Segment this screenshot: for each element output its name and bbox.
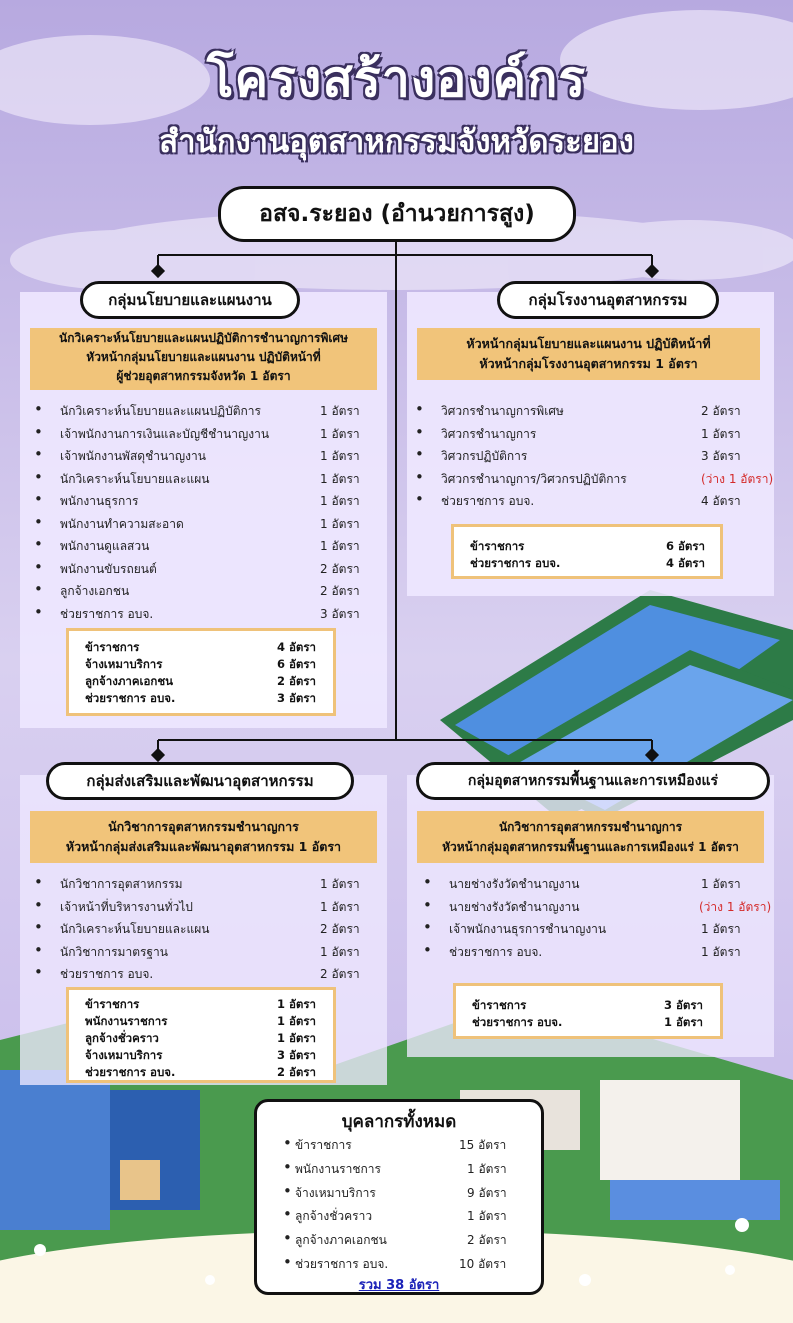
list-item [34, 402, 374, 425]
summary-row [85, 690, 333, 707]
summary-count: 1 อัตรา [277, 1014, 317, 1028]
position-count-vacant: (ว่าง 1 อัตรา) [699, 899, 772, 914]
header-line: นักวิเคราะห์นโยบายและแผนปฏิบัติการชำนาญการพิเศษ [58, 331, 348, 345]
list-item [415, 447, 770, 470]
summary-row [85, 1013, 333, 1030]
position-name: • พนักงานดูแลสวน [60, 539, 150, 553]
list-item [415, 470, 774, 493]
list-item [34, 898, 374, 921]
list-item [283, 1207, 533, 1231]
header-line: นักวิชาการอุตสาหกรรมชำนาญการ [108, 819, 299, 834]
position-count: 4 อัตรา [701, 494, 741, 508]
list-item [34, 537, 374, 560]
group-title-factory: กลุ่มโรงงานอุตสาหกรรม [497, 281, 719, 319]
position-name: • นักวิเคราะห์นโยบายและแผน [60, 471, 210, 486]
summary-count: 4 อัตรา [666, 556, 706, 570]
staff-type: • ลูกจ้างชั่วคราว [295, 1209, 373, 1224]
summary-label: ข้าราชการ [85, 640, 140, 654]
position-name: • วิศวกรชำนาญการ/วิศวกรปฏิบัติการ [441, 471, 627, 486]
staff-count: 1 อัตรา [467, 1161, 507, 1176]
position-count: 3 อัตรา [320, 606, 360, 621]
summary-count: 2 อัตรา [277, 674, 317, 688]
position-name: • พนักงานขับรถยนต์ [60, 561, 157, 576]
position-name: • ลูกจ้างเอกชน [60, 584, 130, 598]
list-item [34, 920, 374, 943]
position-count: 1 อัตรา [701, 877, 741, 891]
position-count: 1 อัตรา [320, 404, 360, 418]
list-item [34, 560, 374, 583]
list-item [34, 605, 374, 628]
summary-label: ช่วยราชการ อบจ. [470, 556, 561, 570]
summary-row [470, 538, 720, 555]
list-item [423, 875, 768, 898]
staff-count: 2 อัตรา [467, 1233, 507, 1248]
summary-label: ข้าราชการ [472, 998, 527, 1012]
position-name: • วิศวกรชำนาญการพิเศษ [441, 404, 564, 418]
summary-count: 2 อัตรา [277, 1065, 317, 1079]
position-name: • นักวิชาการอุตสาหกรรม [60, 877, 183, 891]
summary-label: พนักงานราชการ [85, 1014, 168, 1028]
list-item [283, 1160, 533, 1184]
summary-row [472, 1014, 720, 1031]
list-item [34, 515, 374, 538]
list-item [283, 1136, 533, 1160]
group-header-promotion [30, 811, 377, 863]
summary-label: ช่วยราชการ อบจ. [85, 691, 176, 705]
summary-row [85, 673, 333, 690]
list-item [34, 492, 374, 515]
position-name: • นายช่างรังวัดชำนาญงาน [449, 899, 580, 914]
position-count: 1 อัตรา [320, 471, 360, 486]
staff-type: • ลูกจ้างภาคเอกชน [295, 1233, 387, 1248]
summary-label: จ้างเหมาบริการ [85, 1048, 163, 1062]
position-count: 1 อัตรา [320, 539, 360, 553]
summary-count: 6 อัตรา [666, 539, 706, 553]
position-name: • นักวิชาการมาตรฐาน [60, 944, 168, 959]
total-list [283, 1136, 533, 1279]
group-title-promotion: กลุ่มส่งเสริมและพัฒนาอุตสาหกรรม [46, 762, 354, 800]
summary-count: 1 อัตรา [277, 997, 317, 1011]
group-panel-policy [20, 292, 387, 728]
list-item [34, 425, 374, 448]
position-name: • พนักงานทำความสะอาด [60, 516, 184, 531]
position-count: 1 อัตรา [701, 922, 741, 936]
group-header-mining [417, 811, 764, 863]
position-count: 1 อัตรา [320, 899, 360, 914]
group-panel-factory [407, 292, 774, 596]
position-name: • ช่วยราชการ อบจ. [60, 967, 154, 981]
list-item [34, 582, 374, 605]
list-item [34, 943, 374, 966]
group-title-policy: กลุ่มนโยบายและแผนงาน [80, 281, 300, 319]
staff-type: • ข้าราชการ [295, 1138, 352, 1152]
position-name: • เจ้าพนักงานการเงินและบัญชีชำนาญงาน [60, 426, 270, 441]
staff-type: • จ้างเหมาบริการ [295, 1185, 376, 1200]
position-name: • ช่วยราชการ อบจ. [449, 944, 543, 959]
header-line: หัวหน้ากลุ่มนโยบายและแผนงาน ปฏิบัติหน้าที่ [466, 336, 711, 351]
header-line: หัวหน้ากลุ่มส่งเสริมและพัฒนาอุตสาหกรรม 1 อัตรา [65, 839, 342, 854]
position-count: 1 อัตรา [701, 944, 741, 959]
summary-label: ช่วยราชการ อบจ. [85, 1065, 176, 1079]
position-count: 3 อัตรา [701, 449, 741, 463]
position-name: • เจ้าหน้าที่บริหารงานทั่วไป [60, 899, 193, 914]
position-count: 1 อัตรา [320, 877, 360, 891]
group-title-mining: กลุ่มอุตสาหกรรมพื้นฐานและการเหมืองแร่ [416, 762, 770, 800]
summary-label: ลูกจ้างภาคเอกชน [85, 674, 174, 688]
staff-count: 10 อัตรา [459, 1256, 507, 1271]
position-count: 1 อัตรา [320, 426, 360, 441]
position-name: • นักวิเคราะห์นโยบายและแผน [60, 922, 210, 936]
group-panel-mining [407, 775, 774, 1057]
header-line: หัวหน้ากลุ่มโรงงานอุตสาหกรรม 1 อัตรา [479, 356, 698, 371]
position-name: • ช่วยราชการ อบจ. [60, 606, 154, 621]
summary-row [85, 1030, 333, 1047]
staff-type: • ช่วยราชการ อบจ. [295, 1256, 389, 1271]
position-list-promotion [34, 875, 374, 988]
summary-count: 1 อัตรา [664, 1015, 704, 1029]
position-count: 1 อัตรา [320, 449, 360, 463]
header-line: หัวหน้ากลุ่มนโยบายและแผนงาน ปฏิบัติหน้าที่ [86, 350, 321, 364]
group-panel-promotion [20, 775, 387, 1085]
staff-type: • พนักงานราชการ [295, 1161, 381, 1176]
summary-row [472, 997, 720, 1014]
total-title: บุคลากรทั้งหมด [341, 1112, 457, 1132]
list-item [423, 898, 772, 921]
position-name: • ช่วยราชการ อบจ. [441, 494, 535, 508]
summary-label: จ้างเหมาบริการ [85, 657, 163, 671]
position-name: • วิศวกรชำนาญการ [441, 426, 537, 441]
list-item [34, 470, 374, 493]
list-item [283, 1184, 533, 1208]
position-count: 1 อัตรา [320, 516, 360, 531]
list-item [415, 402, 770, 425]
summary-row [85, 656, 333, 673]
grand-total: รวม 38 อัตรา [358, 1278, 440, 1293]
list-item [283, 1231, 533, 1255]
position-name: • นายช่างรังวัดชำนาญงาน [449, 877, 580, 891]
position-count-vacant: (ว่าง 1 อัตรา) [701, 471, 774, 486]
position-count: 2 อัตรา [320, 922, 360, 936]
staff-count: 15 อัตรา [459, 1138, 507, 1152]
group-header-factory [417, 328, 760, 380]
header-line: หัวหน้ากลุ่มอุตสาหกรรมพื้นฐานและการเหมืองแร่ 1 อัตรา [442, 840, 739, 854]
summary-box-factory [451, 524, 723, 579]
total-staff-box [254, 1099, 544, 1295]
header-line: ผู้ช่วยอุตสาหกรรมจังหวัด 1 อัตรา [116, 369, 291, 383]
position-list-mining [423, 875, 772, 965]
position-count: 2 อัตรา [320, 967, 360, 981]
position-name: • วิศวกรปฏิบัติการ [441, 449, 528, 463]
summary-count: 3 อัตรา [277, 691, 317, 705]
director-box: อสจ.ระยอง (อำนวยการสูง) [218, 186, 576, 242]
list-item [415, 492, 770, 515]
summary-row [85, 1064, 333, 1081]
list-item [415, 425, 770, 448]
summary-box-promotion [66, 987, 336, 1083]
position-name: • พนักงานธุรการ [60, 494, 139, 508]
header-line: นักวิชาการอุตสาหกรรมชำนาญการ [498, 820, 683, 834]
position-list-factory [415, 402, 774, 515]
list-item [34, 965, 374, 988]
summary-box-mining [453, 983, 723, 1039]
position-count: 2 อัตรา [320, 561, 360, 576]
position-count: 1 อัตรา [701, 426, 741, 441]
position-count: 1 อัตรา [320, 494, 360, 508]
position-name: • เจ้าพนักงานธุรการชำนาญงาน [449, 922, 607, 936]
position-count: 1 อัตรา [320, 944, 360, 959]
summary-count: 4 อัตรา [277, 640, 317, 654]
summary-row [85, 996, 333, 1013]
list-item [34, 447, 374, 470]
summary-count: 3 อัตรา [277, 1048, 317, 1062]
staff-count: 9 อัตรา [467, 1185, 507, 1200]
position-count: 2 อัตรา [701, 404, 741, 418]
page-title: โครงสร้างองค์กร [206, 50, 587, 108]
summary-row [85, 1047, 333, 1064]
position-name: • เจ้าพนักงานพัสดุชำนาญงาน [60, 449, 206, 463]
group-header-policy [30, 328, 377, 390]
position-list-policy [34, 402, 374, 627]
position-name: • นักวิเคราะห์นโยบายและแผนปฏิบัติการ [60, 404, 261, 418]
list-item [34, 875, 374, 898]
summary-label: ช่วยราชการ อบจ. [472, 1015, 563, 1029]
summary-row [85, 639, 333, 656]
summary-row [470, 555, 720, 572]
summary-label: ข้าราชการ [470, 539, 525, 553]
summary-box-policy [66, 628, 336, 716]
list-item [423, 943, 768, 966]
list-item [423, 920, 768, 943]
summary-count: 1 อัตรา [277, 1031, 317, 1045]
summary-label: ข้าราชการ [85, 997, 140, 1011]
page-subtitle: สำนักงานอุตสาหกรรมจังหวัดระยอง [159, 124, 634, 160]
staff-count: 1 อัตรา [467, 1209, 507, 1224]
summary-count: 3 อัตรา [664, 998, 704, 1012]
summary-label: ลูกจ้างชั่วคราว [85, 1031, 159, 1045]
position-count: 2 อัตรา [320, 584, 360, 598]
summary-count: 6 อัตรา [277, 657, 317, 671]
